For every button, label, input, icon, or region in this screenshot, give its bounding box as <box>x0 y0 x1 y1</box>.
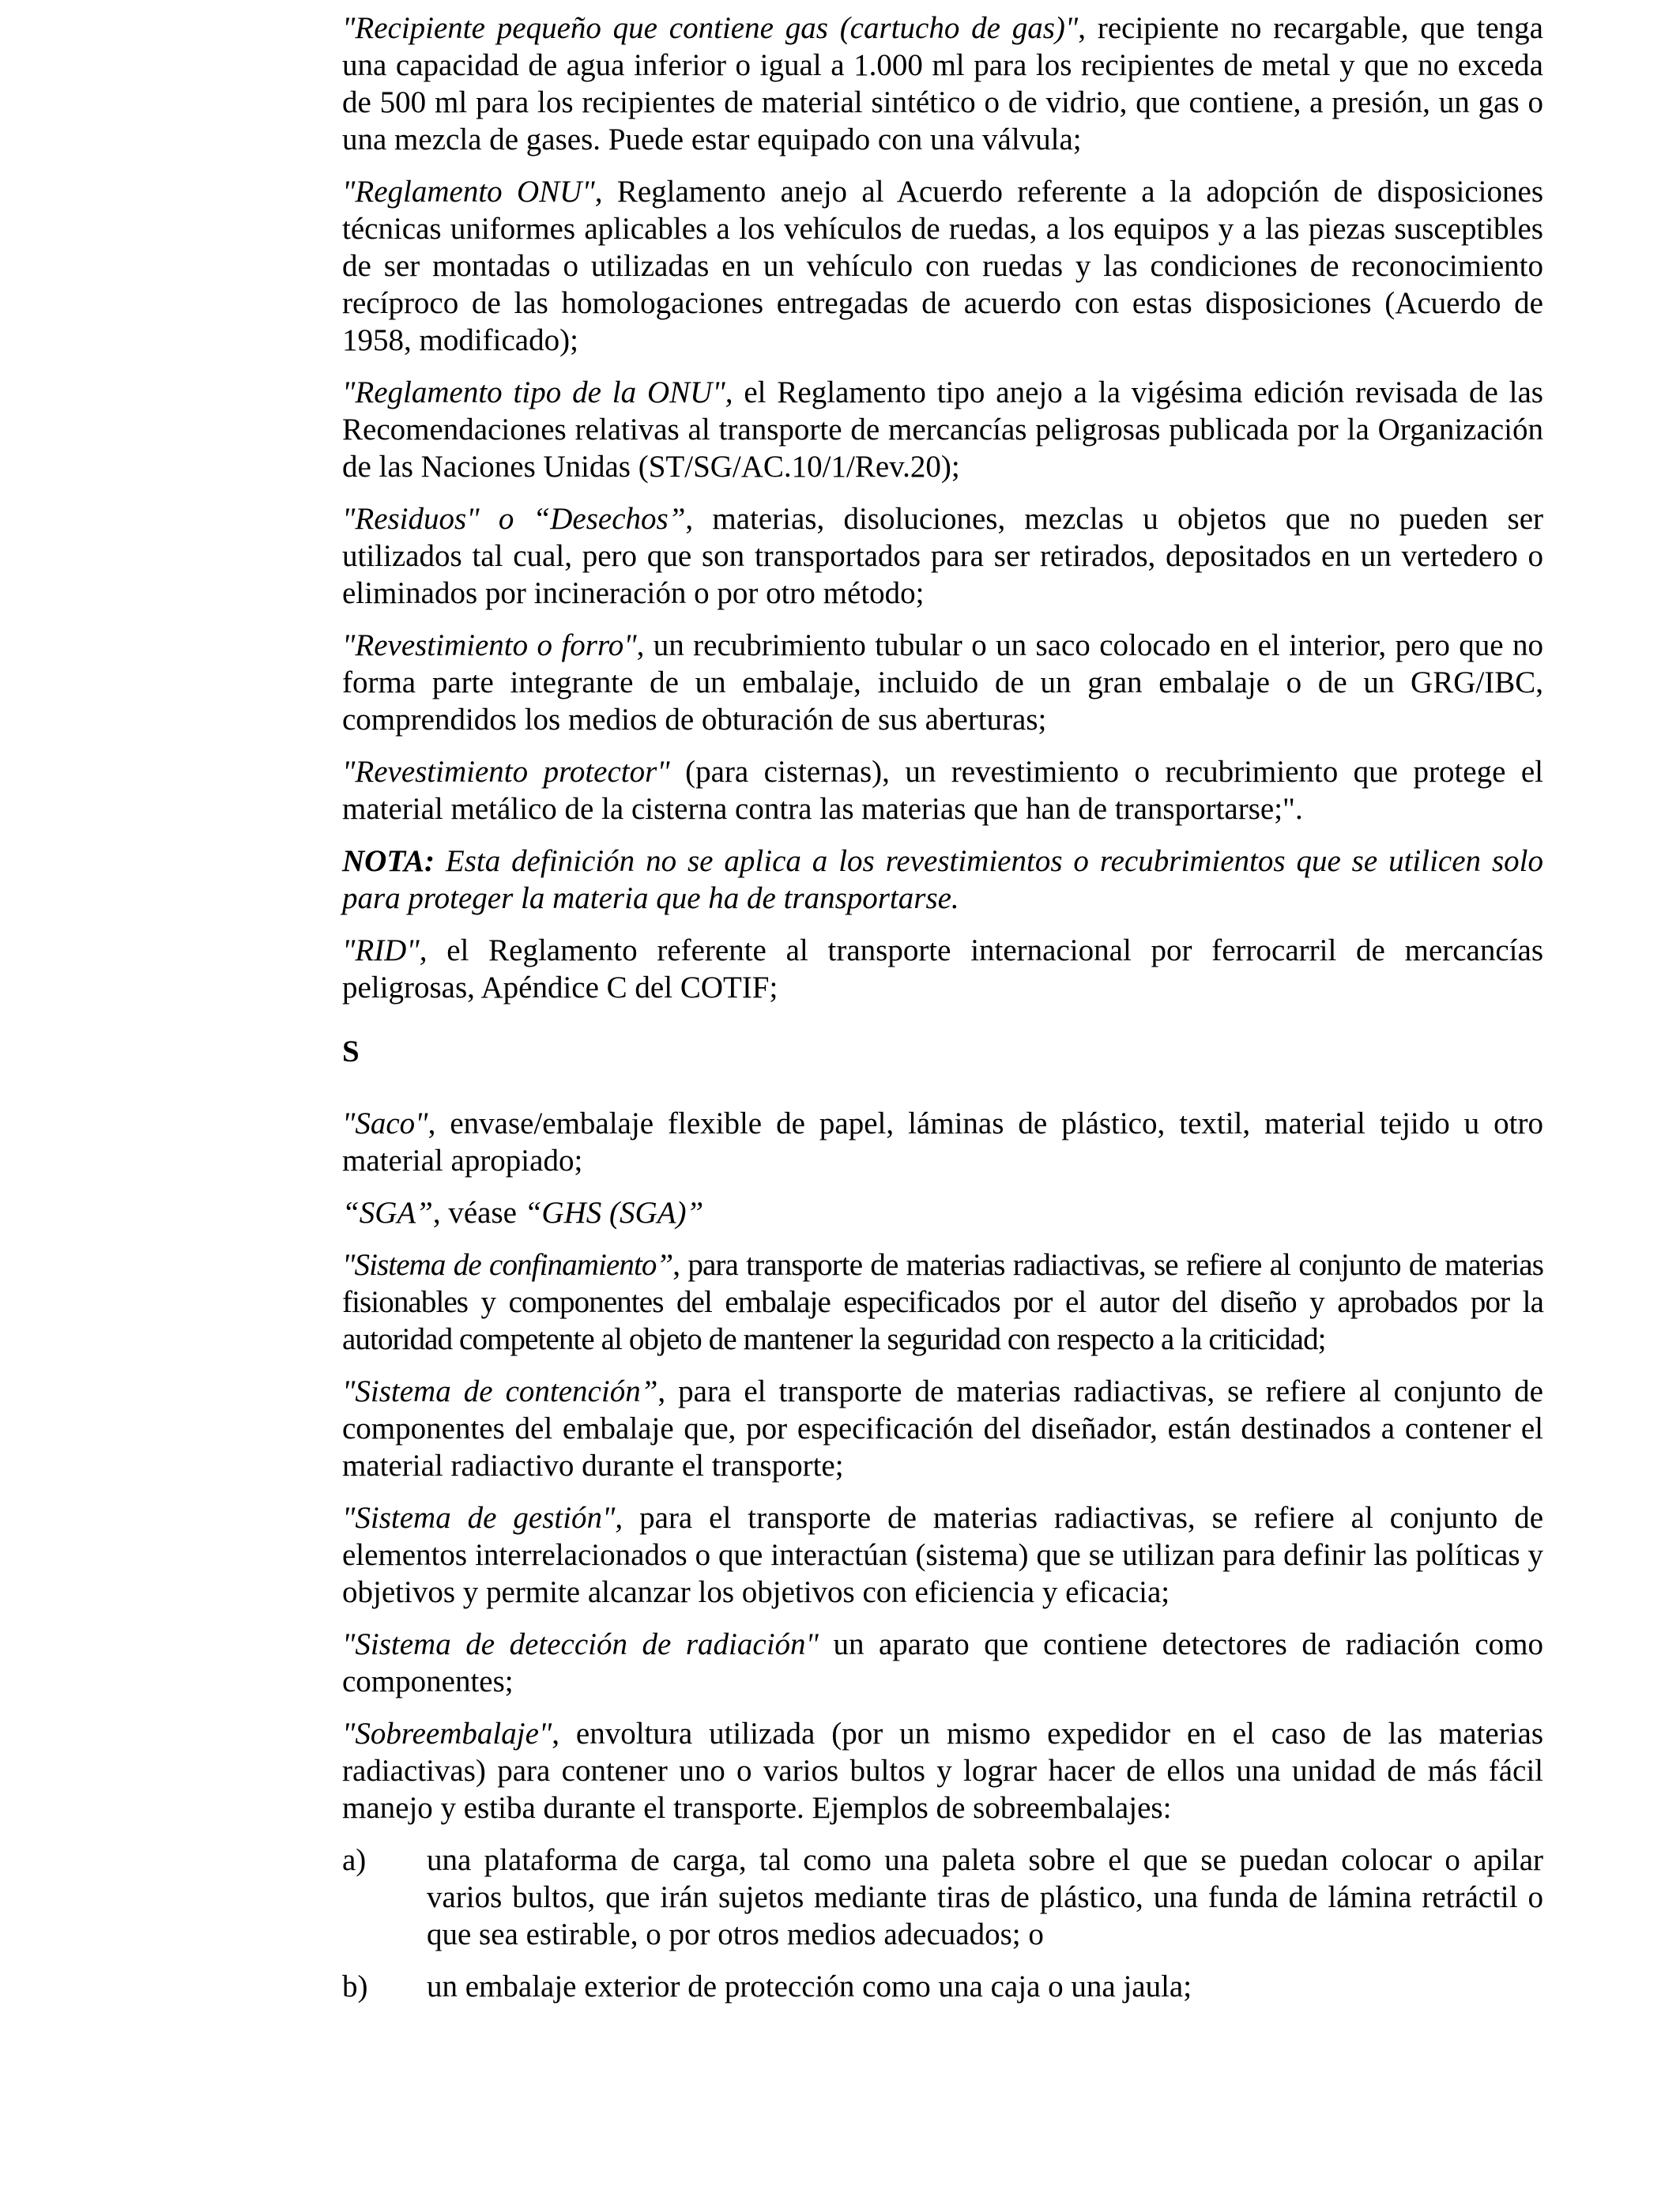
definition-term: "Residuos" o “Desechos” <box>342 502 686 536</box>
definition-text: , para el transporte de materias radiactivas, se refiere al conjunto de componentes del embalaje que, por especificación del diseñador, están destinados a contener el material radiactivo durante el transporte; <box>342 1374 1543 1483</box>
definition-term: "Revestimiento o forro" <box>342 628 637 662</box>
definition-term: "Reglamento tipo de la ONU", <box>342 375 733 409</box>
list-item-text: un embalaje exterior de protección como una caja o una jaula; <box>427 1970 1192 2004</box>
definition-recipiente-pequeno <box>342 9 1543 158</box>
definition-text: para el transporte de materias radiactivas, se refiere al conjunto de elementos interrelacionados o que interactúan (sistema) que se utilizan para definir las políticas y objetivos y permite alcanzar los objetivos con eficiencia y eficacia; <box>342 1501 1543 1609</box>
definition-sistema-confinamiento <box>342 1246 1543 1358</box>
list-marker: b) <box>342 1970 368 2004</box>
section-heading-letter: S <box>342 1035 360 1069</box>
definition-sga <box>342 1194 1543 1231</box>
list-item <box>342 1842 1543 1953</box>
definition-term: "Sistema de detección de radiación" <box>342 1627 819 1661</box>
definition-residuos <box>342 500 1543 612</box>
definition-term: "Revestimiento protector" <box>342 755 670 789</box>
definition-text: Reglamento anejo al Acuerdo referente a la adopción de disposiciones técnicas uniformes aplicables a los vehículos de ruedas, a los equipos y a las piezas susceptibles de ser montadas o utilizadas en un vehículo con ruedas y las condiciones de reconocimiento recíproco de las homologaciones entregadas de acuerdo con estas disposiciones (Acuerdo de 1958, modificado); <box>342 175 1543 357</box>
definition-term: "Reglamento ONU", <box>342 175 603 209</box>
definition-sistema-deteccion-radiacion <box>342 1626 1543 1700</box>
definition-term: "Sistema de gestión", <box>342 1501 623 1535</box>
definition-text: , envase/embalaje flexible de papel, láminas de plástico, textil, material tejido u otro material apropiado; <box>342 1106 1543 1178</box>
definition-text: el Reglamento tipo anejo a la vigésima edición revisada de las Recomendaciones relativas al transporte de mercancías peligrosas publicada por la Organización de las Naciones Unidas (ST/SG/AC.10/1/Rev.20); <box>342 375 1543 484</box>
definition-term: "Sobreembalaje" <box>342 1717 552 1751</box>
definition-sobreembalaje <box>342 1715 1543 1826</box>
definition-text: un aparato que contiene detectores de radiación como componentes; <box>342 1627 1543 1698</box>
definition-term: “SGA” <box>342 1196 433 1230</box>
list-marker: a) <box>342 1843 367 1877</box>
note-label: NOTA: <box>342 844 435 878</box>
cross-reference-term: “GHS (SGA)” <box>524 1196 704 1230</box>
definition-text: , recipiente no recargable, que tenga una capacidad de agua inferior o igual a 1.000 ml para los recipientes de metal y que no exceda de 500 ml para los recipientes de material sintético o de vidrio, que contiene, a presión, un gas o una mezcla de gases. Puede estar equipado con una válvula; <box>342 11 1543 156</box>
definition-term: "Saco" <box>342 1106 428 1140</box>
definition-text: el Reglamento referente al transporte internacional por ferrocarril de mercancías peligrosas, Apéndice C del COTIF; <box>342 933 1543 1005</box>
definition-saco <box>342 1105 1543 1179</box>
definition-revestimiento-protector <box>342 753 1543 827</box>
definition-text: , para transporte de materias radiactivas, se refiere al conjunto de materias fisionables y componentes del embalaje especificados por el autor del diseño y aprobados por la autoridad competente al objeto de mantener la seguridad con respecto a la criticidad; <box>342 1248 1543 1356</box>
note-text: Esta definición no se aplica a los revestimientos o recubrimientos que se utilicen solo para proteger la materia que ha de transportarse. <box>342 844 1543 915</box>
definition-reglamento-tipo-onu <box>342 374 1543 485</box>
definition-term: "RID", <box>342 933 428 967</box>
list-item <box>342 1968 1543 2005</box>
definition-revestimiento-forro <box>342 627 1543 738</box>
list-item-text: una plataforma de carga, tal como una paleta sobre el que se puedan colocar o apilar varios bultos, que irán sujetos mediante tiras de plástico, una funda de lámina retráctil o que sea estirable, o por otros medios adecuados; o <box>427 1843 1543 1951</box>
definition-sistema-contencion <box>342 1373 1543 1484</box>
definition-text: , materias, disoluciones, mezclas u objetos que no pueden ser utilizados tal cual, pero que son transportados para ser retirados, depositados en un vertedero o eliminados por incineración o por otro método; <box>342 502 1544 610</box>
definition-term: "Sistema de confinamiento” <box>342 1248 673 1282</box>
definition-term: "Sistema de contención” <box>342 1374 658 1408</box>
definition-text: (para cisternas), un revestimiento o recubrimiento que protege el material metálico de la cisterna contra las materias que han de transportarse;". <box>342 755 1543 826</box>
definition-sistema-gestion <box>342 1499 1543 1611</box>
note-paragraph <box>342 843 1543 917</box>
document-page <box>342 9 1543 2020</box>
definition-term: "Recipiente pequeño que contiene gas (cartucho de gas)" <box>342 11 1079 45</box>
definition-text: , un recubrimiento tubular o un saco colocado en el interior, pero que no forma parte integrante de un embalaje, incluido de un gran embalaje o de un GRG/IBC, comprendidos los medios de obturación de sus aberturas; <box>342 628 1543 737</box>
definition-text: , envoltura utilizada (por un mismo expedidor en el caso de las materias radiactivas) para contener uno o varios bultos y lograr hacer de ellos una unidad de más fácil manejo y estiba durante el transporte. Ejemplos de sobreembalajes: <box>342 1717 1543 1825</box>
definition-text: , véase <box>432 1196 525 1230</box>
definition-rid <box>342 932 1543 1006</box>
definition-reglamento-onu <box>342 173 1543 359</box>
